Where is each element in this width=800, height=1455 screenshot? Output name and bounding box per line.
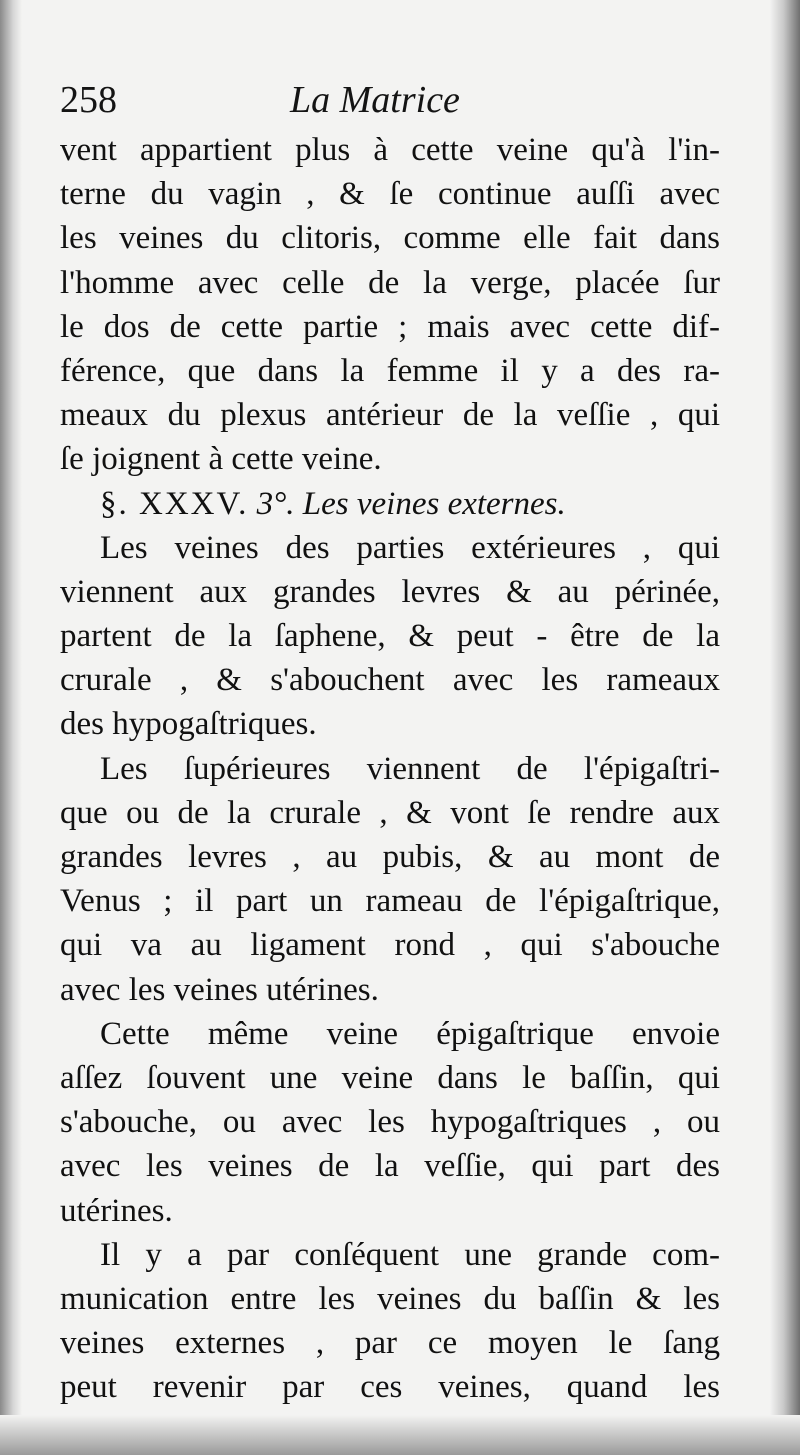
text-line: veines externes , par ce moyen le ſang [60,1325,720,1362]
section-heading [60,482,720,526]
text-line: Venus ; il part un rameau de l'épigaſtrique, [60,883,720,920]
text-line: l'homme avec celle de la verge, placée ſur [60,264,720,301]
text-line: viennent aux grandes levres & au périnée, [60,573,720,610]
text-line: le dos de cette partie ; mais avec cette dif- [60,308,720,345]
text-line: partent de la ſaphene, & peut - être de la [60,618,720,655]
running-head: La Matrice [290,79,460,121]
text-line: férence, que dans la femme il y a des ra- [60,352,720,389]
text-line: que ou de la crurale , & vont ſe rendre aux [60,794,720,831]
text-line: s'abouche, ou avec les hypogaſtriques , ou [60,1104,720,1141]
section-number: §. XXXV. [100,485,249,522]
text-line: Cette même veine épigaſtrique envoie [100,1015,720,1052]
page-gutter-shadow [0,0,22,1455]
text-line: ſe joignent à cette veine. [60,441,382,478]
text-line: vent appartient plus à cette veine qu'à l'in- [60,132,720,168]
text-line: avec les veines de la veſſie, qui part des [60,1148,720,1185]
text-line: aſſez ſouvent une veine dans le baſſin, qui [60,1059,720,1096]
text-line: meaux du plexus antérieur de la veſſie , qui [60,397,720,434]
text-line: les veines du clitoris, comme elle fait dans [60,220,720,257]
section-title: 3°. Les veines externes. [256,485,566,522]
text-line: avec les veines utérines. [60,971,379,1008]
text-line: terne du vagin , & ſe continue auſſi avec [60,176,720,213]
page-edge-shadow [770,0,800,1455]
page-bottom-shadow [0,1415,800,1455]
text-line: Les ſupérieures viennent de l'épigaſtri- [100,750,720,787]
text-line: grandes levres , au pubis, & au mont de [60,839,720,875]
page-header [60,78,740,126]
body-text [60,128,720,1409]
text-line: utérines. [60,1192,173,1229]
text-line: des hypogaſtriques. [60,706,317,743]
text-line: crurale , & s'abouchent avec les rameaux [60,662,720,699]
text-line: peut revenir par ces veines, quand les [60,1369,720,1406]
text-line: Il y a par conſéquent une grande com- [100,1236,720,1273]
page-number: 258 [60,79,117,121]
text-line: Les veines des parties extérieures , qui [100,529,720,566]
text-line: munication entre les veines du baſſin & les [60,1280,720,1317]
text-line: qui va au ligament rond , qui s'abouche [60,927,720,964]
